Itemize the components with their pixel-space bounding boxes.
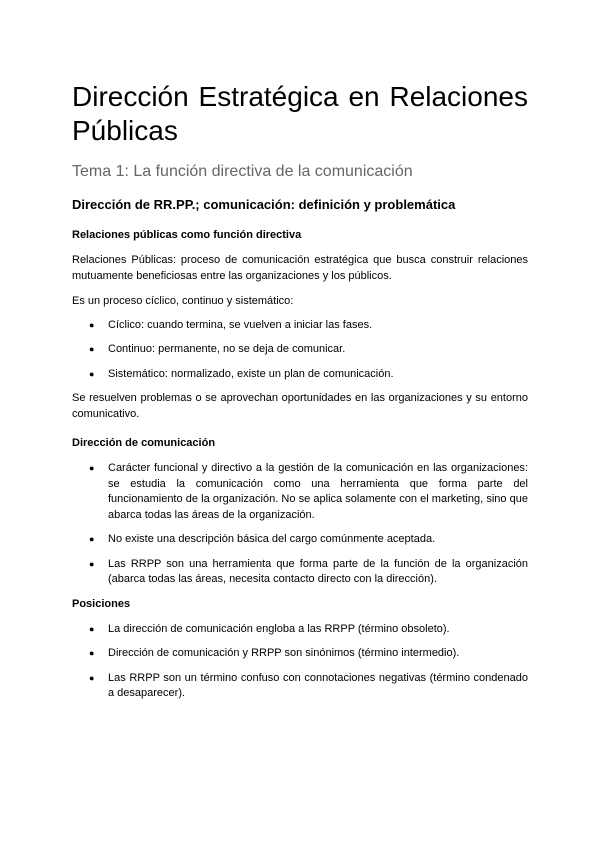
list-item-text: Continuo: permanente, no se deja de comunicar. [108,343,346,355]
list-item [72,461,528,523]
bullet-icon: ● [89,463,95,473]
list-item-text: Sistemático: normalizado, existe un plan de comunicación. [108,367,394,380]
subsection-heading-posiciones: Posiciones [72,597,131,610]
list-item-text: La dirección de comunicación engloba a las RRPP (término obsoleto). [108,622,450,635]
section-heading: Dirección de RR.PP.; comunicación: definición y problemática [72,197,456,212]
list-item [72,646,528,662]
bullet-icon: ● [89,344,95,354]
list-item [72,671,528,702]
subsection-heading-direccion: Dirección de comunicación [72,437,216,449]
bullet-icon: ● [89,623,95,634]
bullet-icon: ● [89,672,95,683]
list-item-text: Cíclico: cuando termina, se vuelven a iniciar las fases. [108,318,373,331]
bullet-icon: ● [89,558,95,569]
paragraph-problems: Se resuelven problemas o se aprovechan oportunidades en las organizaciones y su entorno comunicativo. [72,392,528,420]
list-item [72,532,528,548]
bullet-icon: ● [89,648,95,658]
bullet-list-direccion [72,461,528,588]
list-item [72,622,528,638]
bullet-icon: ● [89,534,95,544]
list-item-text: Las RRPP son un término confuso con connotaciones negativas (término condenado a desaparecer). [108,671,528,699]
list-item-text: No existe una descripción básica del cargo comúnmente aceptada. [108,533,436,545]
bullet-list-posiciones [72,622,528,702]
list-item-text: Carácter funcional y directivo a la gestión de la comunicación en las organizaciones: se estudia la comunicación como una herramienta que forma parte del funcionamiento de la organización. No se aplica solamente con el marketing, sino que abarca todas las áreas de la organización. [108,462,528,521]
document-subtitle: Tema 1: La función directiva de la comunicación [72,163,413,180]
list-item-text: Las RRPP son una herramienta que forma parte de la función de la organización (abarca todas las áreas, necesita contacto directo con la dirección). [108,557,528,585]
paragraph-process: Es un proceso cíclico, continuo y sistemático: [72,295,294,307]
list-item [72,367,528,383]
list-item-text: Dirección de comunicación y RRPP son sinónimos (término intermedio). [108,647,460,659]
bullet-icon: ● [89,368,95,379]
bullet-list-process [72,318,528,383]
document-title: Dirección Estratégica en Relaciones Públicas [72,81,528,146]
bullet-icon: ● [89,319,95,330]
list-item [72,557,528,588]
list-item [72,342,528,358]
list-item [72,318,528,334]
paragraph-definition: Relaciones Públicas: proceso de comunicación estratégica que busca construir relaciones mutuamente beneficiosas entre las organizaciones y los públicos. [72,254,528,282]
subsection-heading-rrpp-funcion: Relaciones públicas como función directiva [72,229,302,241]
